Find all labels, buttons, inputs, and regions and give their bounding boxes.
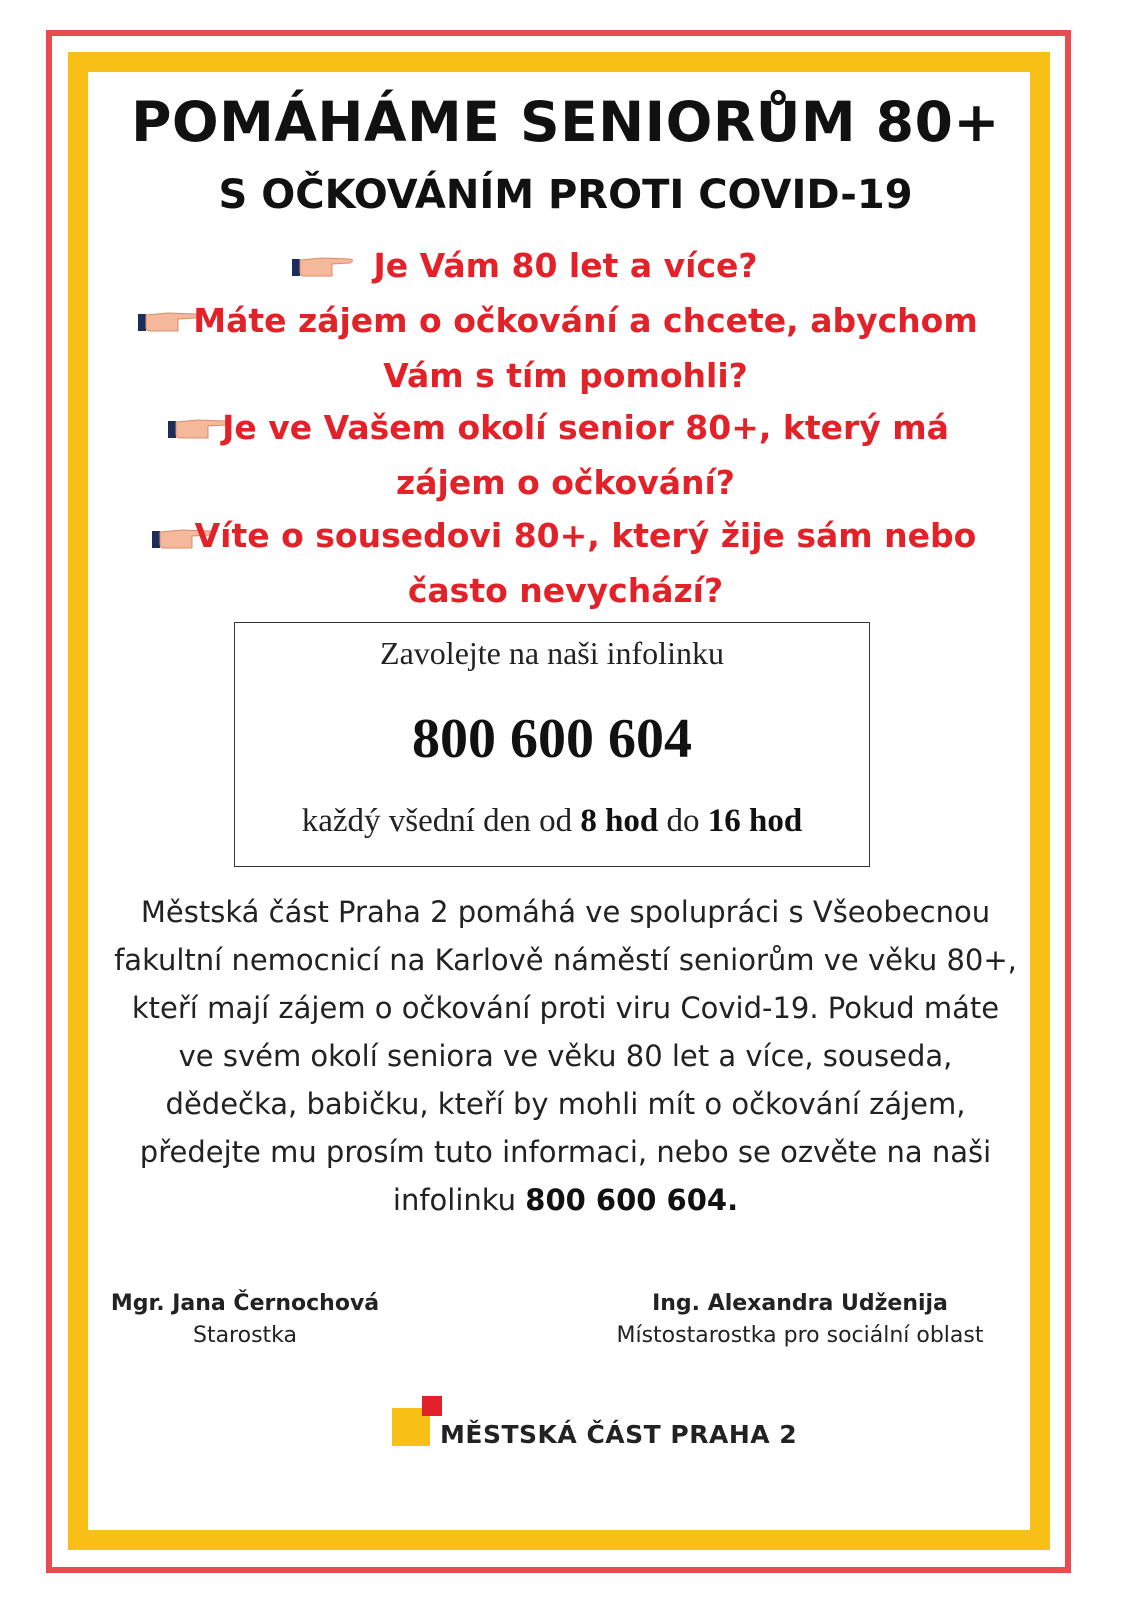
infoline-hours <box>235 803 869 840</box>
infoline-phone-number[interactable]: 800 600 604 <box>412 708 692 770</box>
infoline-box <box>234 622 870 867</box>
signature-right-role: Místostarostka pro sociální oblast <box>616 1323 984 1348</box>
question-4-line2: často nevychází? <box>407 571 724 610</box>
page-subtitle: S OČKOVÁNÍM PROTI COVID-19 <box>218 172 913 218</box>
question-4-line1: Víte o sousedovi 80+, který žije sám nebo <box>194 516 977 555</box>
body-phone-number: 800 600 604. <box>525 1183 739 1217</box>
question-3-line1: Je ve Vašem okolí senior 80+, který má <box>222 408 949 447</box>
signature-right <box>600 1288 1000 1352</box>
hours-mid: do <box>666 803 700 839</box>
hours-prefix: každý všední den od <box>301 803 573 839</box>
body-paragraph <box>110 888 1021 1224</box>
signature-left-role: Starostka <box>192 1323 298 1348</box>
question-2 <box>0 293 1131 403</box>
question-2-line1: Máte zájem o očkování a chcete, abychom <box>193 301 978 340</box>
signature-right-name: Ing. Alexandra Udženija <box>652 1291 948 1316</box>
body-text: Městská část Praha 2 pomáhá ve spolupráci s Všeobecnou fakultní nemocnicí na Karlově náměstí seniorům ve věku 80+, kteří mají zájem o očkování proti viru Covid-19. Pokud máte ve svém okolí seniora ve věku 80 let a více, souseda, dědečka, babičku, kteří by mohli mít o očkování zájem, předejte mu prosím tuto informaci, nebo se ozvěte na naši infolinku <box>114 895 1017 1217</box>
question-4 <box>0 508 1131 618</box>
signature-left <box>110 1288 380 1352</box>
question-3-line2: zájem o očkování? <box>396 463 735 502</box>
question-3 <box>0 400 1131 510</box>
question-1-text: Je Vám 80 let a více? <box>373 246 758 285</box>
hours-from: 8 hod <box>580 803 659 839</box>
hours-to: 16 hod <box>707 803 803 839</box>
logo-text: MĚSTSKÁ ČÁST PRAHA 2 <box>440 1420 798 1449</box>
question-1 <box>0 238 1131 293</box>
signature-left-name: Mgr. Jana Černochová <box>110 1291 380 1316</box>
page-title: POMÁHÁME SENIORŮM 80+ <box>131 90 1000 154</box>
logo-red-square-icon <box>422 1396 442 1416</box>
praha2-logo <box>392 1392 798 1452</box>
infoline-intro: Zavolejte na naši infolinku <box>380 635 724 671</box>
question-2-line2: Vám s tím pomohli? <box>383 356 748 395</box>
